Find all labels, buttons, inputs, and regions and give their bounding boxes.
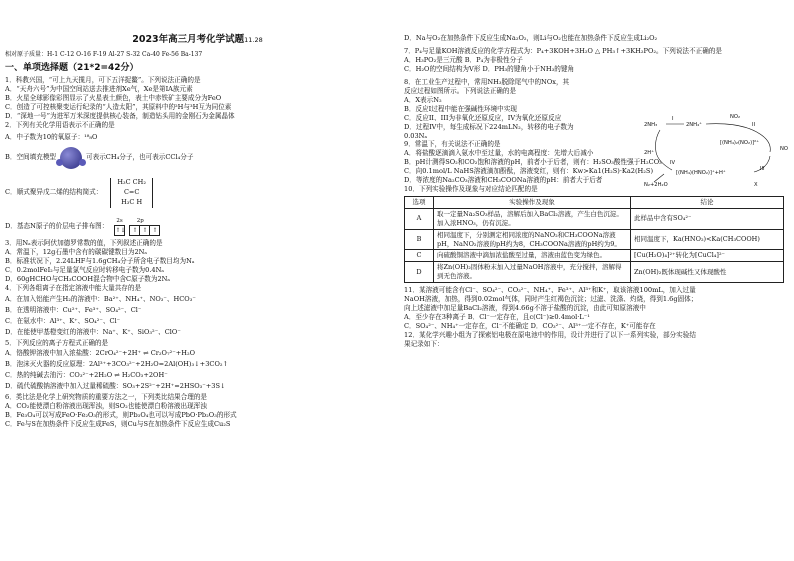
q5-option-b: B．泡沫灭火器的反应原理：2Al³⁺+3CO₃²⁻+2H₂O=2Al(OH)₃↓+3CO₂↑ [5,360,229,369]
orbital-label-2s: 2s [116,217,123,224]
question-1: 1．科教兴国，“可上九天揽月，可下五洋捉鳖”。下列说法正确的是 [5,76,201,85]
diagram-label: NO₂ [730,114,741,120]
q2-option-d-label: D．基态N原子的价层电子排布图： [5,222,109,231]
q2-option-c-label: C．顺式聚异戊二烯的结构简式： [5,188,103,197]
table-cell: 将Zn(OH)₂固体粉末加入过量NaOH溶液中，充分搅拌，溶解得到无色溶液。 [434,262,631,283]
q4-option-d: D．在能使甲基橙变红的溶液中：Na⁺、K⁺、SiO₃²⁻、ClO⁻ [5,327,181,336]
structure-bottom: H₃C H [121,197,143,206]
atomic-masses: 相对原子质量：H-1 C-12 O-16 F-19 Al-27 S-32 Ca-40 Fe-56 Ba-137 [5,50,203,58]
table-header-row [405,197,784,209]
q4-option-c: C．在氨水中：Al³⁺、K⁺、SO₄²⁻、Cl⁻ [5,316,121,325]
diagram-arrow [654,174,664,182]
question-9: 9．常温下，有关说法不正确的是 [404,140,501,149]
structure-mid: C=C [123,188,140,197]
q8-option-d: D．过程IV中，每生成标况下224mLN₂，转移的电子数为 [404,122,574,131]
q4-option-a: A．在加入铝能产生H₂的溶液中：Ba²⁺、NH₄⁺、NO₃⁻、HCO₃⁻ [5,294,196,303]
q2-option-c [5,171,390,215]
q1-option-c: C．创造了可控核聚变运行纪录的“人造太阳”，其原料中的²H与³H互为同位素 [5,103,232,112]
diagram-label: IV [670,160,676,166]
table-cell: 相同温度下，Ka(HNO₂)<Ka(CH₃COOH) [631,229,784,250]
orbital-diagram [114,218,159,236]
diagram-label: 2NH₃ [644,122,658,128]
diagram-label: [(NH₄)₂(NO₂)]²⁺ [720,140,759,146]
exam-title [5,34,390,47]
table-header: 结论 [631,197,784,209]
q5-option-d: D．硫代硫酸钠溶液中加入过量稀硫酸：SO₃+2S²⁻+2H⁺=2HSO₃⁻+3S↓ [5,382,226,391]
orbital-box-2s: ↑↓ [115,227,126,235]
table-row [405,262,784,283]
q2-option-b-label: B．空间填充模型 [5,153,57,162]
table-cell: D [405,262,434,283]
table-cell: A [405,209,434,230]
q3-option-a: A．常温下，12g石墨中含有的碳碳键数目为2Nₐ [5,247,147,256]
q2-option-b [5,145,390,171]
orbital-box-2p-2: ↑ [139,225,150,236]
diagram-label: I [672,116,674,122]
diagram-label: NO [780,146,788,152]
q2-option-a: A．中子数为10的氧原子：¹⁸₈O [5,133,98,142]
question-8-cont: 反应过程如图所示。下列说法正确的是 [404,86,517,95]
q9-option-c: C．向0.1mol/L NaHS溶液滴加酚酞，溶液变红，则有：Kw>Ka1(H₂S)·Ka2(H₂S) [404,167,654,176]
experiment-table [404,196,784,283]
question-7: 7．P₄与足量KOH溶液反应的化学方程式为：P₄+3KOH+3H₂O △ PH₃↑+3KH₂PO₂。下列说法不正确的是 [404,46,722,55]
q5-option-a: A．铬酸钾溶液中加入浓盐酸：2CrO₄²⁻+2H⁺ ⇌ Cr₂O₇²⁻+H₂O [5,349,196,358]
question-11-cont-1: NaOH溶液，加热，得到0.02mol气体，同时产生红褐色沉淀；过滤、洗涤、灼烧，得到1.6g固体； [404,294,698,303]
polyisoprene-structure [110,178,153,207]
table-cell: B [405,229,434,250]
orbital-box-2p-1: ↑ [129,225,140,236]
diagram-label: III [760,166,765,172]
diagram-label: 2H⁺ [644,150,654,156]
q11-options-cd: C．SO₄²⁻、NH₄⁺一定存在，Cl⁻不能确定 D．CO₃²⁻、Al³⁺一定不存在，K⁺可能存在 [404,321,656,330]
q9-option-b: B．pH计测得SO₂和CO₂饱和溶液的pH，前者小于后者，则有：H₂SO₃酸性强于H₂CO₃ [404,158,662,167]
reaction-cycle-diagram [642,112,792,192]
diagram-arrow [706,124,770,152]
question-3: 3．用Nₐ表示阿伏加德罗常数的值，下列叙述正确的是 [5,238,163,247]
q6-option-b: B．Fe₃O₄可以写成FeO·Fe₂O₃的形式，则Pb₃O₄也可以写成PbO·Pb₂O₃的形式 [5,411,237,420]
orbital-box-2p-3: ↑ [149,225,160,236]
q2-option-b-text: 可表示CH₄分子，也可表示CCl₄分子 [86,153,194,162]
diagram-label: 2NH₄⁺ [686,122,702,128]
q1-option-d: D．“深地一号”为进军万米深度提供核心装备，制造钻头用的金刚石为金属晶体 [5,112,235,121]
space-filling-model-image [60,147,82,169]
question-5: 5．下列反应的离子方程式正确的是 [5,338,109,347]
diagram-label: II [752,122,756,128]
q3-option-b: B．标准状况下，2.24LHF与1.6gCH₄分子所含电子数目均为Nₐ [5,256,195,265]
table-header: 选项 [405,197,434,209]
title-date: 11.28 [244,36,263,44]
question-11-cont-2: 向上述滤液中加足量BaCl₂溶液，得到4.66g不溶于盐酸的沉淀，由此可知原溶液中 [404,303,646,312]
question-12: 12．某化学兴趣小组为了探索铝电极在原电池中的作用，设计并进行了以下一系列实验，部分实验结 [404,330,696,339]
table-cell: Zn(OH)₂既体现碱性又体现酸性 [631,262,784,283]
q6-option-a: A．CO₂能使漂白粉溶液出现浑浊，则SO₂也能使漂白粉溶液出现浑浊 [5,402,207,411]
q5-option-c: C．热的纯碱去油污：CO₃²⁻+2H₂O ⇌ H₂CO₃+2OH⁻ [5,371,168,380]
q8-option-d-cont: 0.03Nₐ [404,131,427,140]
table-row [405,209,784,230]
table-cell: 相同温度下，分别测定相同浓度的NaNO₂和CH₃COONa溶液pH，NaNO₂溶液的pH约为8，CH₃COONa溶液的pH约为9。 [434,229,631,250]
q9-option-d: D．等浓度的Na₂CO₃溶液和CH₃COONa溶液的pH：前者大于后者 [404,176,603,185]
question-6: 6．类比法是化学上研究物质的重要方法之一，下列类比结果合理的是 [5,393,208,402]
question-11: 11．某溶液可能含有Cl⁻、SO₄²⁻、CO₃²⁻、NH₄⁺、Fe³⁺、Al³⁺和K⁺，取该溶液100mL，加入过量 [404,285,696,294]
question-8: 8．在工业生产过程中，常用NH₃脱除尾气中的NOx，其 [404,77,570,86]
question-2: 2．下列有关化学用语表示不正确的是 [5,121,115,130]
q7-options-ab: A．H₃PO₂是三元酸 B．P₄为非极性分子 [404,55,523,64]
table-row [405,229,784,250]
q6-option-d: D．Na与O₂在加热条件下反应生成Na₂O₂，则Li与O₂也能在加热条件下反应生成Li₂O₂ [404,34,658,42]
table-cell: [Cu(H₂O)₄]²⁺转化为[CuCl₄]²⁻ [631,250,784,262]
title-text: 2023年高三月考化学试题 [132,34,245,45]
q8-option-b: B．反应I过程中能在强碱性环境中实现 [404,104,517,113]
diagram-label: [(NH₄)(HNO₂)]⁺+H⁺ [676,170,726,176]
q11-options-ab: A．至少存在3种离子 B．Cl⁻一定存在，且c(Cl⁻)≥0.4mol·L⁻¹ [404,312,590,321]
q2-option-d [5,215,390,239]
q1-option-a: A．“天舟六号”为中国空间站送去推进剂Xe气，Xe是第IA族元素 [5,85,193,94]
table-cell: 取一定量Na₂SO₃样品，溶解后加入BaCl₂溶液，产生白色沉淀。加入浓HNO₃，仍有沉淀。 [434,209,631,230]
orbital-label-2p: 2p [136,217,144,224]
q4-option-b: B．在透明溶液中：Cu²⁺、Fe³⁺、SO₄²⁻、Cl⁻ [5,305,142,314]
q7-options-cd: C．H₂O的空间结构为V形 D．PH₃的键角小于NH₃的键角 [404,64,575,73]
q8-option-c: C．反应II、III为非氧化还原反应，IV为氧化还原反应 [404,113,562,122]
table-cell: 此样品中含有SO₄²⁻ [631,209,784,230]
left-column [5,0,390,429]
q9-option-a: A．将盐酸逐滴滴入氨水中至过量，水的电离程度：先增大后减小 [404,149,594,158]
diagram-label: N₂+2H₂O [644,182,668,188]
structure-top: H₃C CH₂ [117,178,146,187]
table-cell: C [405,250,434,262]
table-row [405,250,784,262]
q6-option-c: C．Fe与S在加热条件下反应生成FeS，则Cu与S在加热条件下反应生成Cu₂S [5,420,231,429]
q1-option-b: B．火星全球影像彩图显示了火星表土颜色，表土中赤铁矿主要成分为FeO [5,94,222,103]
table-cell: 向硫酸铜溶液中滴加浓盐酸至过量，溶液由蓝色变为绿色。 [434,250,631,262]
question-12-cont: 果记录如下： [404,339,444,348]
question-10: 10．下列实验操作及现象与对应结论匹配的是 [404,185,538,194]
section-heading: 一、单项选择题（21*2=42分） [5,63,139,74]
q3-option-c: C．0.2molFeI₂与足量氯气反应时转移电子数为0.4Nₐ [5,265,164,274]
question-4: 4．下列各组离子在指定溶液中能大量共存的是 [5,283,142,292]
diagram-label: X [754,182,758,188]
q8-option-a: A．X表示N₂ [404,95,442,104]
table-header: 实验操作及现象 [434,197,631,209]
q3-option-d: D．60gHCHO与CH₃COOH混合物中含C原子数为2Nₐ [5,274,170,283]
